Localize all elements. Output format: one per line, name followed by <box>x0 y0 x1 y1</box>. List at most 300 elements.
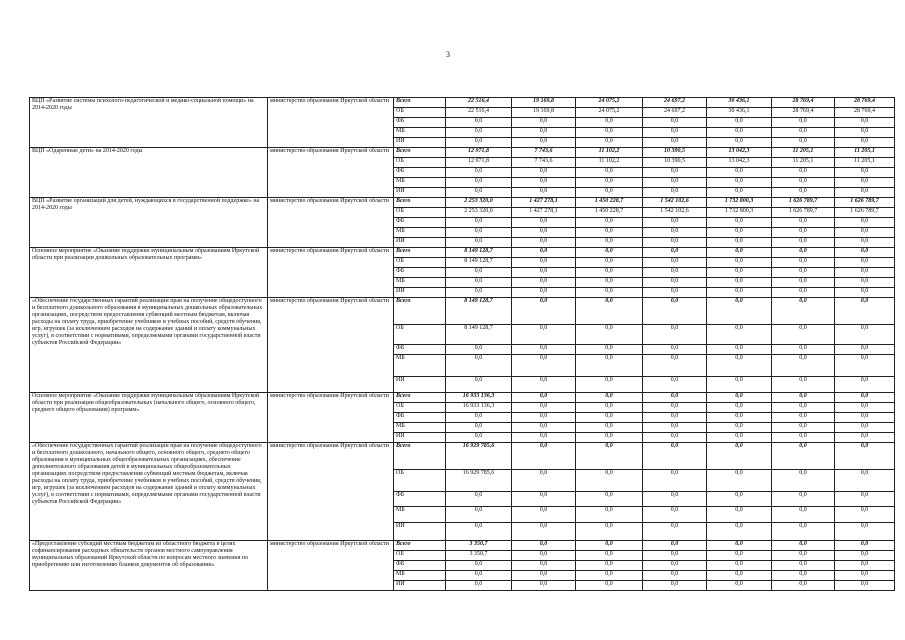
amount-cell: 7 743,6 <box>512 148 576 158</box>
funding-source: Всего <box>394 98 446 108</box>
program-executor: министерство образования Иркутской области <box>268 148 394 198</box>
program-name: ВЦП «Развитие системы психолого-педагогической и медико-социальной помощи» на 2014-2020 годы <box>30 98 268 148</box>
amount-cell: 0,0 <box>707 118 772 128</box>
amount-cell: 11 205,1 <box>835 148 895 158</box>
amount-cell: 0,0 <box>643 470 707 492</box>
amount-cell: 0,0 <box>643 355 707 377</box>
amount-cell: 11 102,2 <box>576 158 643 168</box>
amount-cell: 16 933 136,3 <box>446 403 512 413</box>
amount-cell: 28 769,4 <box>835 98 895 108</box>
amount-cell: 0,0 <box>576 507 643 523</box>
amount-cell: 0,0 <box>643 278 707 288</box>
amount-cell: 30 436,1 <box>707 108 772 118</box>
amount-cell: 0,0 <box>512 178 576 188</box>
amount-cell: 0,0 <box>707 492 772 507</box>
amount-cell: 0,0 <box>772 403 835 413</box>
amount-cell: 0,0 <box>707 551 772 561</box>
amount-cell: 0,0 <box>576 325 643 345</box>
funding-source: Всего <box>394 393 446 403</box>
funding-source: МБ <box>394 507 446 523</box>
funding-source: ИИ <box>394 433 446 443</box>
funding-source: ОБ <box>394 258 446 268</box>
amount-cell: 0,0 <box>512 507 576 523</box>
amount-cell: 0,0 <box>643 393 707 403</box>
amount-cell: 1 732 800,3 <box>707 208 772 218</box>
amount-cell: 0,0 <box>707 403 772 413</box>
amount-cell: 3 350,7 <box>446 541 512 551</box>
amount-cell: 0,0 <box>643 168 707 178</box>
funding-source: ОБ <box>394 108 446 118</box>
funding-source: Всего <box>394 541 446 551</box>
amount-cell: 0,0 <box>576 393 643 403</box>
amount-cell: 30 436,1 <box>707 98 772 108</box>
amount-cell: 0,0 <box>446 345 512 355</box>
amount-cell: 0,0 <box>576 571 643 581</box>
amount-cell: 0,0 <box>576 345 643 355</box>
table-row <box>30 248 895 258</box>
amount-cell: 0,0 <box>512 551 576 561</box>
amount-cell: 0,0 <box>772 443 835 470</box>
amount-cell: 0,0 <box>643 298 707 325</box>
amount-cell: 0,0 <box>643 507 707 523</box>
amount-cell: 16 929 785,6 <box>446 443 512 470</box>
amount-cell: 0,0 <box>576 551 643 561</box>
amount-cell: 0,0 <box>512 492 576 507</box>
funding-source: Всего <box>394 198 446 208</box>
amount-cell: 0,0 <box>643 138 707 148</box>
funding-source: ИИ <box>394 138 446 148</box>
amount-cell: 1 450 228,7 <box>576 208 643 218</box>
amount-cell: 0,0 <box>772 470 835 492</box>
amount-cell: 12 971,8 <box>446 158 512 168</box>
amount-cell: 0,0 <box>512 288 576 298</box>
amount-cell: 0,0 <box>835 393 895 403</box>
program-name: «Предоставление субсидий местным бюджетам из областного бюджета в целях софинансирования расходных обязательств органов местного самоуправления муниципальных образований Иркутской области по вопросам местного значения по приобретению или изготовлению бланков документов об образовании» <box>30 541 268 591</box>
amount-cell: 0,0 <box>576 228 643 238</box>
amount-cell: 0,0 <box>576 443 643 470</box>
amount-cell: 0,0 <box>835 541 895 551</box>
amount-cell: 0,0 <box>835 551 895 561</box>
funding-source: ФБ <box>394 118 446 128</box>
amount-cell: 0,0 <box>835 128 895 138</box>
amount-cell: 28 769,4 <box>835 108 895 118</box>
amount-cell: 0,0 <box>512 345 576 355</box>
amount-cell: 0,0 <box>446 238 512 248</box>
amount-cell: 0,0 <box>707 541 772 551</box>
amount-cell: 24 075,2 <box>576 108 643 118</box>
amount-cell: 0,0 <box>512 541 576 551</box>
amount-cell: 0,0 <box>446 423 512 433</box>
amount-cell: 0,0 <box>576 403 643 413</box>
funding-source: ФБ <box>394 345 446 355</box>
amount-cell: 0,0 <box>643 118 707 128</box>
amount-cell: 0,0 <box>772 168 835 178</box>
amount-cell: 0,0 <box>576 258 643 268</box>
amount-cell: 0,0 <box>835 492 895 507</box>
funding-source: МБ <box>394 278 446 288</box>
program-executor: министерство образования Иркутской области <box>268 393 394 443</box>
amount-cell: 0,0 <box>707 377 772 393</box>
amount-cell: 0,0 <box>707 178 772 188</box>
amount-cell: 0,0 <box>707 443 772 470</box>
funding-source: ИИ <box>394 238 446 248</box>
amount-cell: 0,0 <box>512 268 576 278</box>
amount-cell: 0,0 <box>772 393 835 403</box>
amount-cell: 0,0 <box>446 355 512 377</box>
amount-cell: 0,0 <box>512 423 576 433</box>
funding-source: ОБ <box>394 403 446 413</box>
funding-source: МБ <box>394 178 446 188</box>
amount-cell: 0,0 <box>835 377 895 393</box>
amount-cell: 0,0 <box>772 278 835 288</box>
amount-cell: 0,0 <box>512 138 576 148</box>
amount-cell: 0,0 <box>772 423 835 433</box>
amount-cell: 0,0 <box>835 470 895 492</box>
amount-cell: 0,0 <box>512 443 576 470</box>
amount-cell: 0,0 <box>446 288 512 298</box>
amount-cell: 1 626 789,7 <box>772 208 835 218</box>
amount-cell: 19 169,8 <box>512 98 576 108</box>
amount-cell: 0,0 <box>643 523 707 541</box>
amount-cell: 16 933 136,3 <box>446 393 512 403</box>
program-executor: министерство образования Иркутской области <box>268 98 394 148</box>
amount-cell: 22 516,4 <box>446 108 512 118</box>
amount-cell: 0,0 <box>835 188 895 198</box>
amount-cell: 0,0 <box>576 268 643 278</box>
amount-cell: 0,0 <box>707 413 772 423</box>
amount-cell: 0,0 <box>835 507 895 523</box>
amount-cell: 0,0 <box>772 118 835 128</box>
amount-cell: 0,0 <box>512 377 576 393</box>
amount-cell: 0,0 <box>512 325 576 345</box>
amount-cell: 0,0 <box>835 268 895 278</box>
amount-cell: 0,0 <box>643 248 707 258</box>
amount-cell: 0,0 <box>707 248 772 258</box>
amount-cell: 0,0 <box>576 118 643 128</box>
amount-cell: 1 626 789,7 <box>835 198 895 208</box>
amount-cell: 16 929 785,6 <box>446 470 512 492</box>
amount-cell: 0,0 <box>772 325 835 345</box>
table-row <box>30 298 895 325</box>
amount-cell: 0,0 <box>835 423 895 433</box>
amount-cell: 0,0 <box>772 248 835 258</box>
amount-cell: 0,0 <box>576 298 643 325</box>
amount-cell: 0,0 <box>643 268 707 278</box>
amount-cell: 0,0 <box>772 178 835 188</box>
amount-cell: 0,0 <box>576 433 643 443</box>
amount-cell: 0,0 <box>643 238 707 248</box>
amount-cell: 0,0 <box>835 443 895 470</box>
amount-cell: 0,0 <box>707 581 772 591</box>
amount-cell: 28 769,4 <box>772 98 835 108</box>
amount-cell: 0,0 <box>512 278 576 288</box>
amount-cell: 0,0 <box>576 413 643 423</box>
program-executor: министерство образования Иркутской области <box>268 298 394 393</box>
amount-cell: 0,0 <box>576 377 643 393</box>
amount-cell: 0,0 <box>576 278 643 288</box>
amount-cell: 1 542 102,6 <box>643 198 707 208</box>
amount-cell: 0,0 <box>512 188 576 198</box>
amount-cell: 0,0 <box>512 128 576 138</box>
amount-cell: 24 697,2 <box>643 108 707 118</box>
program-name: ВЦП «Развитие организаций для детей, нуждающихся в государственной поддержке» на 2014-2020 годы <box>30 198 268 248</box>
amount-cell: 0,0 <box>643 561 707 571</box>
amount-cell: 0,0 <box>512 523 576 541</box>
amount-cell: 0,0 <box>835 325 895 345</box>
amount-cell: 0,0 <box>512 413 576 423</box>
amount-cell: 0,0 <box>772 571 835 581</box>
amount-cell: 0,0 <box>772 433 835 443</box>
amount-cell: 28 769,4 <box>772 108 835 118</box>
funding-source: Всего <box>394 443 446 470</box>
amount-cell: 0,0 <box>576 470 643 492</box>
amount-cell: 0,0 <box>576 561 643 571</box>
funding-source: ОБ <box>394 551 446 561</box>
page-number: 3 <box>446 50 450 59</box>
amount-cell: 10 390,5 <box>643 148 707 158</box>
program-executor: министерство образования Иркутской области <box>268 248 394 298</box>
funding-source: ИИ <box>394 377 446 393</box>
funding-source: ИИ <box>394 188 446 198</box>
amount-cell: 0,0 <box>707 433 772 443</box>
amount-cell: 0,0 <box>512 571 576 581</box>
amount-cell: 24 075,2 <box>576 98 643 108</box>
amount-cell: 0,0 <box>643 218 707 228</box>
amount-cell: 0,0 <box>835 178 895 188</box>
amount-cell: 0,0 <box>835 228 895 238</box>
amount-cell: 0,0 <box>512 470 576 492</box>
amount-cell: 0,0 <box>707 188 772 198</box>
amount-cell: 0,0 <box>446 128 512 138</box>
amount-cell: 22 516,4 <box>446 98 512 108</box>
amount-cell: 0,0 <box>512 393 576 403</box>
table-row <box>30 98 895 108</box>
amount-cell: 0,0 <box>835 118 895 128</box>
amount-cell: 0,0 <box>576 178 643 188</box>
amount-cell: 0,0 <box>576 523 643 541</box>
amount-cell: 0,0 <box>835 571 895 581</box>
amount-cell: 0,0 <box>707 128 772 138</box>
amount-cell: 0,0 <box>576 218 643 228</box>
amount-cell: 0,0 <box>576 423 643 433</box>
table-row <box>30 148 895 158</box>
amount-cell: 0,0 <box>772 345 835 355</box>
amount-cell: 8 149 128,7 <box>446 325 512 345</box>
amount-cell: 0,0 <box>772 258 835 268</box>
amount-cell: 12 971,8 <box>446 148 512 158</box>
funding-source: Всего <box>394 148 446 158</box>
program-name: «Обеспечение государственных гарантий реализации прав на получение общедоступного и бесплатного дошкольного образования в муниципальных дошкольных образовательных организациях, посредством предоставления субвенций местным бюджетам, включая расходы на оплату труда, приобретение учебников и учебных пособий, средств обучения, игр, игрушек (за исключением расходов на содержание зданий и оплату коммунальных услуг), в соответствии с нормативами, определяемыми органами государственной власти субъектов Российской Федерации» <box>30 298 268 393</box>
amount-cell: 0,0 <box>772 218 835 228</box>
amount-cell: 0,0 <box>707 507 772 523</box>
amount-cell: 0,0 <box>446 523 512 541</box>
amount-cell: 0,0 <box>576 355 643 377</box>
amount-cell: 0,0 <box>643 492 707 507</box>
amount-cell: 0,0 <box>835 218 895 228</box>
program-executor: министерство образования Иркутской области <box>268 198 394 248</box>
funding-source: МБ <box>394 423 446 433</box>
amount-cell: 0,0 <box>772 581 835 591</box>
table-body <box>30 98 895 591</box>
amount-cell: 0,0 <box>772 413 835 423</box>
amount-cell: 0,0 <box>835 258 895 268</box>
amount-cell: 0,0 <box>643 377 707 393</box>
program-executor: министерство образования Иркутской области <box>268 443 394 541</box>
amount-cell: 0,0 <box>835 168 895 178</box>
amount-cell: 0,0 <box>707 561 772 571</box>
amount-cell: 0,0 <box>707 168 772 178</box>
amount-cell: 2 253 320,0 <box>446 198 512 208</box>
funding-source: ОБ <box>394 470 446 492</box>
amount-cell: 0,0 <box>707 268 772 278</box>
amount-cell: 0,0 <box>512 238 576 248</box>
amount-cell: 0,0 <box>707 238 772 248</box>
amount-cell: 0,0 <box>707 298 772 325</box>
amount-cell: 24 697,2 <box>643 98 707 108</box>
funding-source: МБ <box>394 228 446 238</box>
amount-cell: 0,0 <box>707 393 772 403</box>
amount-cell: 0,0 <box>772 288 835 298</box>
amount-cell: 0,0 <box>707 325 772 345</box>
amount-cell: 0,0 <box>835 138 895 148</box>
funding-source: ФБ <box>394 413 446 423</box>
program-name: Основное мероприятие «Оказание поддержки муниципальным образованиям Иркутской области при реализации дошкольных образовательных программ» <box>30 248 268 298</box>
amount-cell: 0,0 <box>835 561 895 571</box>
amount-cell: 0,0 <box>446 413 512 423</box>
amount-cell: 0,0 <box>643 178 707 188</box>
amount-cell: 1 626 789,7 <box>772 198 835 208</box>
amount-cell: 11 205,1 <box>772 158 835 168</box>
table-row <box>30 443 895 470</box>
amount-cell: 0,0 <box>576 188 643 198</box>
funding-source: ИИ <box>394 581 446 591</box>
amount-cell: 0,0 <box>512 118 576 128</box>
funding-source: ОБ <box>394 325 446 345</box>
amount-cell: 0,0 <box>835 433 895 443</box>
amount-cell: 1 450 228,7 <box>576 198 643 208</box>
amount-cell: 0,0 <box>707 138 772 148</box>
amount-cell: 0,0 <box>707 355 772 377</box>
amount-cell: 0,0 <box>772 561 835 571</box>
funding-source: ФБ <box>394 218 446 228</box>
amount-cell: 0,0 <box>576 238 643 248</box>
amount-cell: 0,0 <box>643 443 707 470</box>
funding-source: ФБ <box>394 561 446 571</box>
amount-cell: 0,0 <box>576 138 643 148</box>
funding-source: ФБ <box>394 168 446 178</box>
amount-cell: 0,0 <box>707 228 772 238</box>
amount-cell: 0,0 <box>512 258 576 268</box>
amount-cell: 0,0 <box>772 492 835 507</box>
amount-cell: 0,0 <box>772 377 835 393</box>
funding-source: МБ <box>394 571 446 581</box>
program-name: Основное мероприятие «Оказание поддержки муниципальным образованиям Иркутской области при реализации общеобразовательных (начального общего, основного общего, среднего общего образования) программ» <box>30 393 268 443</box>
amount-cell: 0,0 <box>576 541 643 551</box>
amount-cell: 0,0 <box>772 523 835 541</box>
amount-cell: 0,0 <box>835 248 895 258</box>
amount-cell: 0,0 <box>446 168 512 178</box>
amount-cell: 1 427 278,1 <box>512 198 576 208</box>
amount-cell: 0,0 <box>512 298 576 325</box>
amount-cell: 0,0 <box>835 298 895 325</box>
amount-cell: 0,0 <box>772 238 835 248</box>
amount-cell: 0,0 <box>772 551 835 561</box>
amount-cell: 0,0 <box>772 128 835 138</box>
program-name: «Обеспечение государственных гарантий реализации прав на получение общедоступного и бесплатного дошкольного, начального общего, основного общего, среднего общего образования в муниципальных общеобразовательных организациях, обеспечение дополнительного образования детей в муниципальных общеобразовательных организациях посредством предоставления субвенций местным бюджетам, включая расходы на оплату труда, приобретение учебников и учебных пособий, средств обучения, игр, игрушек (за исключением расходов на содержание зданий и оплату коммунальных услуг), в соответствии с нормативами, определяемыми органами государственной власти субъектов Российской Федерации» <box>30 443 268 541</box>
amount-cell: 0,0 <box>576 168 643 178</box>
program-name: ВЦП «Одаренные дети» на 2014-2020 годы <box>30 148 268 198</box>
amount-cell: 0,0 <box>643 345 707 355</box>
funding-source: ИИ <box>394 288 446 298</box>
amount-cell: 13 042,3 <box>707 158 772 168</box>
amount-cell: 0,0 <box>835 345 895 355</box>
amount-cell: 0,0 <box>446 507 512 523</box>
funding-source: ОБ <box>394 158 446 168</box>
amount-cell: 1 626 789,7 <box>835 208 895 218</box>
amount-cell: 0,0 <box>835 403 895 413</box>
amount-cell: 0,0 <box>643 571 707 581</box>
funding-source: ОБ <box>394 208 446 218</box>
amount-cell: 0,0 <box>707 571 772 581</box>
amount-cell: 0,0 <box>446 571 512 581</box>
amount-cell: 0,0 <box>707 218 772 228</box>
amount-cell: 0,0 <box>446 138 512 148</box>
amount-cell: 1 732 800,3 <box>707 198 772 208</box>
amount-cell: 0,0 <box>576 128 643 138</box>
amount-cell: 3 350,7 <box>446 551 512 561</box>
amount-cell: 0,0 <box>707 423 772 433</box>
amount-cell: 0,0 <box>512 228 576 238</box>
amount-cell: 11 205,1 <box>835 158 895 168</box>
amount-cell: 0,0 <box>446 178 512 188</box>
amount-cell: 0,0 <box>446 278 512 288</box>
amount-cell: 0,0 <box>446 218 512 228</box>
amount-cell: 0,0 <box>576 581 643 591</box>
amount-cell: 0,0 <box>446 581 512 591</box>
amount-cell: 0,0 <box>643 433 707 443</box>
amount-cell: 2 253 320,0 <box>446 208 512 218</box>
amount-cell: 0,0 <box>772 507 835 523</box>
amount-cell: 0,0 <box>446 492 512 507</box>
amount-cell: 8 149 128,7 <box>446 248 512 258</box>
table-row <box>30 393 895 403</box>
amount-cell: 0,0 <box>707 288 772 298</box>
amount-cell: 0,0 <box>512 218 576 228</box>
amount-cell: 0,0 <box>512 248 576 258</box>
amount-cell: 0,0 <box>446 561 512 571</box>
amount-cell: 0,0 <box>707 470 772 492</box>
amount-cell: 0,0 <box>512 355 576 377</box>
funding-table <box>29 97 895 591</box>
amount-cell: 0,0 <box>772 355 835 377</box>
amount-cell: 0,0 <box>835 413 895 423</box>
funding-source: ФБ <box>394 268 446 278</box>
amount-cell: 0,0 <box>835 355 895 377</box>
amount-cell: 0,0 <box>643 423 707 433</box>
amount-cell: 0,0 <box>446 118 512 128</box>
amount-cell: 0,0 <box>707 258 772 268</box>
amount-cell: 8 149 128,7 <box>446 258 512 268</box>
amount-cell: 0,0 <box>835 288 895 298</box>
amount-cell: 0,0 <box>772 541 835 551</box>
amount-cell: 0,0 <box>576 492 643 507</box>
funding-source: МБ <box>394 355 446 377</box>
amount-cell: 0,0 <box>835 581 895 591</box>
amount-cell: 0,0 <box>772 268 835 278</box>
amount-cell: 0,0 <box>446 433 512 443</box>
table-row <box>30 541 895 551</box>
amount-cell: 0,0 <box>643 551 707 561</box>
